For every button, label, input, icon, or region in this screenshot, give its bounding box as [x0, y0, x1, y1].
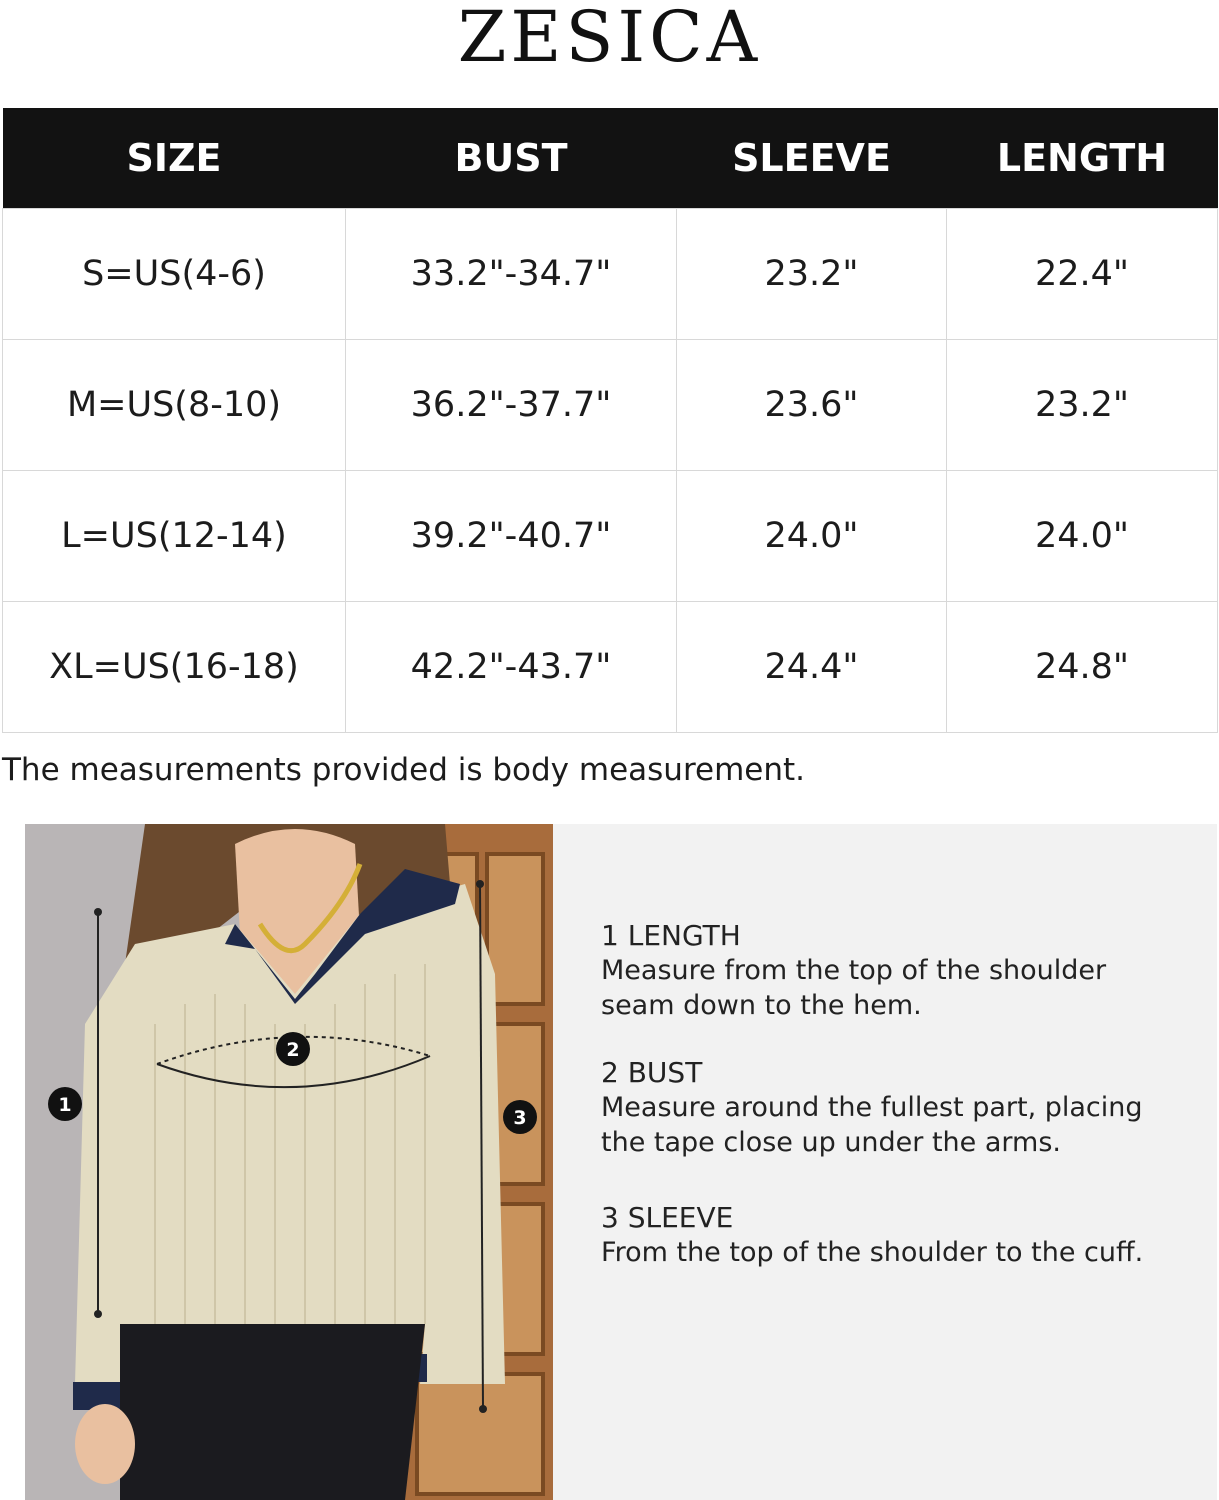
table-row: [3, 602, 1218, 733]
model-photo: [25, 824, 553, 1500]
cell-size: XL=US(16-18): [3, 602, 346, 733]
size-chart-table: [2, 108, 1218, 733]
table-row: [3, 471, 1218, 602]
cell-size: S=US(4-6): [3, 209, 346, 340]
guide-length: [601, 918, 1106, 1023]
cell-bust: 42.2"-43.7": [346, 602, 677, 733]
sweater-illustration: [25, 824, 553, 1500]
header-sleeve: SLEEVE: [677, 108, 947, 209]
cell-length: 24.8": [947, 602, 1218, 733]
guide-length-line1: Measure from the top of the shoulder: [601, 955, 1107, 986]
brand-logo: ZESICA: [457, 0, 762, 78]
cell-size: L=US(12-14): [3, 471, 346, 602]
cell-length: 22.4": [947, 209, 1218, 340]
cell-length: 23.2": [947, 340, 1218, 471]
cell-length: 24.0": [947, 471, 1218, 602]
table-row: [3, 340, 1218, 471]
guide-sleeve-title: 3 SLEEVE: [601, 1201, 734, 1234]
header-size: SIZE: [3, 108, 346, 209]
guide-sleeve: [601, 1200, 1143, 1270]
header-bust: BUST: [346, 108, 677, 209]
guide-sleeve-line1: From the top of the shoulder to the cuff.: [601, 1237, 1144, 1268]
marker-length-label: 1: [58, 1094, 72, 1116]
cell-bust: 33.2"-34.7": [346, 209, 677, 340]
table-row: [3, 209, 1218, 340]
marker-bust-label: 2: [286, 1039, 300, 1061]
measurement-note: The measurements provided is body measurement.: [2, 752, 806, 788]
marker-sleeve-label: 3: [513, 1107, 527, 1129]
guide-bust-title: 2 BUST: [601, 1056, 703, 1089]
table-header-row: [3, 108, 1218, 209]
guide-length-line2: seam down to the hem.: [601, 990, 922, 1021]
cell-sleeve: 24.0": [677, 471, 947, 602]
measurement-guide: [553, 824, 1217, 1500]
guide-bust: [601, 1055, 1143, 1160]
header-length: LENGTH: [947, 108, 1218, 209]
guide-length-title: 1 LENGTH: [601, 919, 741, 952]
cell-sleeve: 24.4": [677, 602, 947, 733]
cell-sleeve: 23.6": [677, 340, 947, 471]
cell-sleeve: 23.2": [677, 209, 947, 340]
cell-bust: 39.2"-40.7": [346, 471, 677, 602]
guide-bust-line1: Measure around the fullest part, placing: [601, 1092, 1143, 1123]
guide-bust-line2: the tape close up under the arms.: [601, 1127, 1061, 1158]
cell-bust: 36.2"-37.7": [346, 340, 677, 471]
cell-size: M=US(8-10): [3, 340, 346, 471]
